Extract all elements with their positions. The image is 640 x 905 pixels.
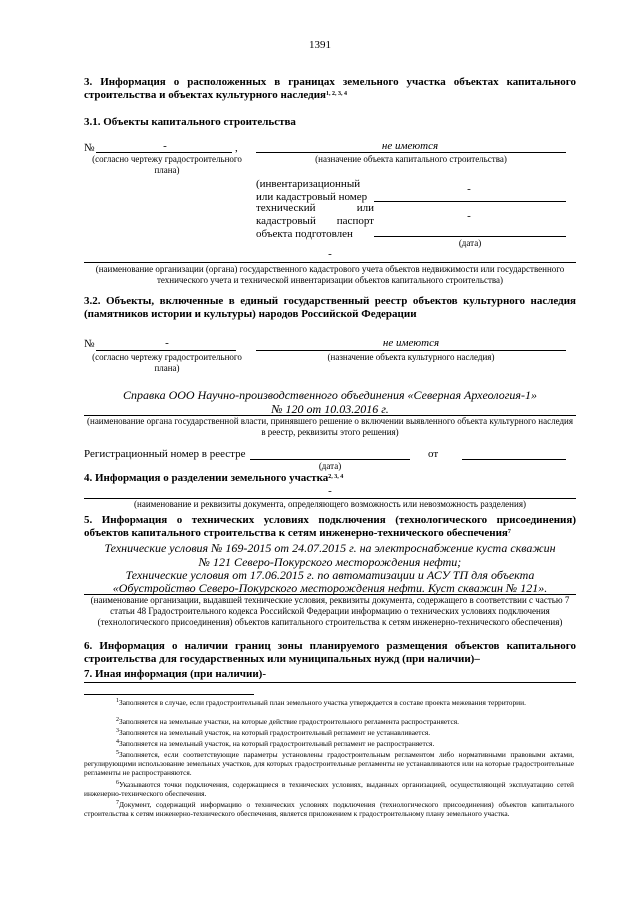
- org-value: -: [328, 248, 332, 260]
- footnote-5-sup: 5: [116, 750, 119, 756]
- section-3-title-sup: 1, 2, 3, 4: [326, 91, 348, 97]
- section-7-title-text: 7. Иная информация (при наличии): [84, 668, 263, 680]
- object-number-line: [96, 152, 232, 153]
- tech-conditions-line-1: Технические условия № 169-2015 от 24.07.2015 г. на электроснабжение куста скважин: [104, 541, 556, 555]
- object-purpose-value: не имеются: [381, 140, 439, 152]
- page-number: 1391: [309, 39, 331, 51]
- section-5-title-text: 5. Информация о технических условиях подключения (технологического присоединения) объектов капитального строительства к сетям инженерно-технического обеспечения: [84, 514, 576, 539]
- footnote-separator: [84, 694, 254, 695]
- tech-conditions-line-4: «Обустройство Северо-Покурского месторождения нефти. Куст скважин № 121».: [112, 581, 548, 595]
- footnote-2-text: Заполняется на земельные участки, на которые действие градостроительного регламента распространяется.: [119, 717, 459, 726]
- inventory-value: -: [467, 183, 471, 195]
- section-6-title-text: 6. Информация о наличии границ зоны планируемого размещения объектов капитального строительства для государственных или муниципальных нужд (при наличии): [84, 640, 576, 665]
- certificate-line-1: Справка ООО Научно-производственного объединения «Северная Археология-1»: [123, 388, 537, 402]
- footnote-6-sup: 6: [116, 780, 119, 786]
- section-3-title-text: 3. Информация о расположенных в границах земельного участка объектах капитального строительства и объектах культурного наследия: [84, 76, 576, 101]
- certificate-caption: (наименование органа государственной власти, принявшего решение о включении выявленного объекта культурного наследия в реестр, реквизиты этого решения): [87, 416, 573, 437]
- footnote-7-text: Документ, содержащий информацию о технических условиях подключения (технологического присоединения) объектов капитального строительства к сетям инженерно-технического обеспечения, является приложением к градостроительному плану земельного участка.: [84, 800, 574, 818]
- footnote-6-text: Указываются точки подключения, содержащиеся в технических условиях, выданных организацией, осуществляющей эксплуатацию сетей инженерно-технического обеспечения.: [84, 780, 574, 798]
- section-7-title: [84, 668, 266, 681]
- registry-number-line: [250, 459, 410, 460]
- heritage-purpose-caption: (назначение объекта культурного наследия): [327, 352, 495, 362]
- object-number-value: -: [163, 140, 167, 152]
- section-5-title-sup: 7: [507, 529, 511, 535]
- section-6-value: –: [474, 653, 480, 665]
- footnote-6: [84, 780, 574, 798]
- registry-date-line: [462, 459, 566, 460]
- section-3-2-title: 3.2. Объекты, включенные в единый государственный реестр объектов культурного наследия (памятников истории и культуры) народов Российской Федерации: [84, 295, 576, 320]
- certificate-line-2: № 120 от 10.03.2016 г.: [271, 402, 389, 416]
- footnote-5: [84, 750, 574, 777]
- section-7-value: -: [262, 668, 266, 680]
- footnote-3-sup: 3: [116, 728, 119, 734]
- registry-date-caption: (дата): [318, 461, 342, 471]
- org-line: [84, 262, 576, 263]
- passport-date-caption: (дата): [458, 238, 482, 248]
- section-4-caption: (наименование и реквизиты документа, определяющего возможность или невозможность разделения): [134, 499, 526, 509]
- footnote-3-text: Заполняется на земельный участок, на который градостроительный регламент не устанавливается.: [119, 728, 431, 737]
- heritage-number-value: -: [165, 337, 169, 349]
- org-caption: (наименование организации (органа) государственного кадастрового учета объектов недвижимости или государственного технического учета и технической инвентаризации объектов капитального строительства): [95, 264, 565, 285]
- object-purpose-caption: (назначение объекта капитального строительства): [315, 154, 507, 164]
- footnote-7: [84, 800, 574, 818]
- tech-conditions-caption: (наименование организации, выдавшей технические условия, реквизиты документа, содержащего в соответствии с частью 7 статьи 48 Градостроительного кодекса Российской Федерации информацию о технических условиях подключения (технологического присоединения) объектов капитального строительства к сетям инженерно-технического обеспечения): [90, 595, 570, 627]
- number-sign-2: №: [84, 338, 95, 350]
- heritage-number-caption: (согласно чертежу градостроительного плана): [92, 352, 242, 373]
- heritage-number-line: [96, 350, 236, 351]
- footnote-2: [84, 717, 574, 726]
- section-3-title: [84, 76, 576, 102]
- registry-label: Регистрационный номер в реестре: [84, 448, 246, 460]
- section-3-1-title: 3.1. Объекты капитального строительства: [84, 116, 296, 128]
- tech-conditions-line-3: Технические условия от 17.06.2015 г. по автоматизации и АСУ ТП для объекта: [125, 568, 535, 582]
- object-purpose-line: [256, 152, 566, 153]
- footnote-4-text: Заполняется на земельный участок, на который градостроительный регламент не распространяется.: [119, 739, 435, 748]
- footnote-3: [84, 728, 574, 737]
- footnote-1-sup: 1: [116, 698, 119, 704]
- inventory-label: (инвентаризационный или кадастровый номер: [256, 178, 368, 203]
- section-4-title-sup: 2, 3, 4: [328, 474, 344, 480]
- tech-conditions-line-2: № 121 Северо-Покурского месторождения нефти;: [198, 555, 462, 569]
- registry-from: от: [428, 448, 439, 460]
- footnote-5-text: Заполняется, если соответствующие параметры установлены градостроительным регламентом либо нормативными правовыми актами, регулирующими использование земельных участков, для которых градостроительные регламенты не устанавливаются или на которые градостроительные регламенты не распространяются.: [84, 750, 574, 777]
- footnote-7-sup: 7: [116, 800, 119, 806]
- heritage-purpose-value: не имеются: [382, 337, 440, 349]
- section-6-title: [84, 640, 576, 666]
- passport-date-line: [374, 236, 566, 237]
- object-number-caption: (согласно чертежу градостроительного плана): [92, 154, 242, 175]
- comma: ,: [235, 142, 238, 154]
- footnote-2-sup: 2: [116, 717, 119, 723]
- section-4-title: [84, 472, 343, 485]
- number-sign: №: [84, 142, 95, 154]
- footnote-4-sup: 4: [116, 739, 119, 745]
- section-7-line: [84, 682, 576, 683]
- section-5-title: [84, 514, 576, 540]
- passport-label: технический или кадастровый паспорт объекта подготовлен: [256, 202, 374, 240]
- heritage-purpose-line: [256, 350, 566, 351]
- section-4-value: -: [328, 485, 332, 497]
- footnote-4: [84, 739, 574, 748]
- footnote-1-text: Заполняется в случае, если градостроительный план земельного участка утверждается в составе проекта межевания территории.: [119, 698, 526, 707]
- inventory-line: [374, 201, 566, 202]
- passport-value: -: [467, 210, 471, 222]
- footnote-1: [84, 698, 574, 707]
- section-4-title-text: 4. Информация о разделении земельного участка: [84, 472, 329, 484]
